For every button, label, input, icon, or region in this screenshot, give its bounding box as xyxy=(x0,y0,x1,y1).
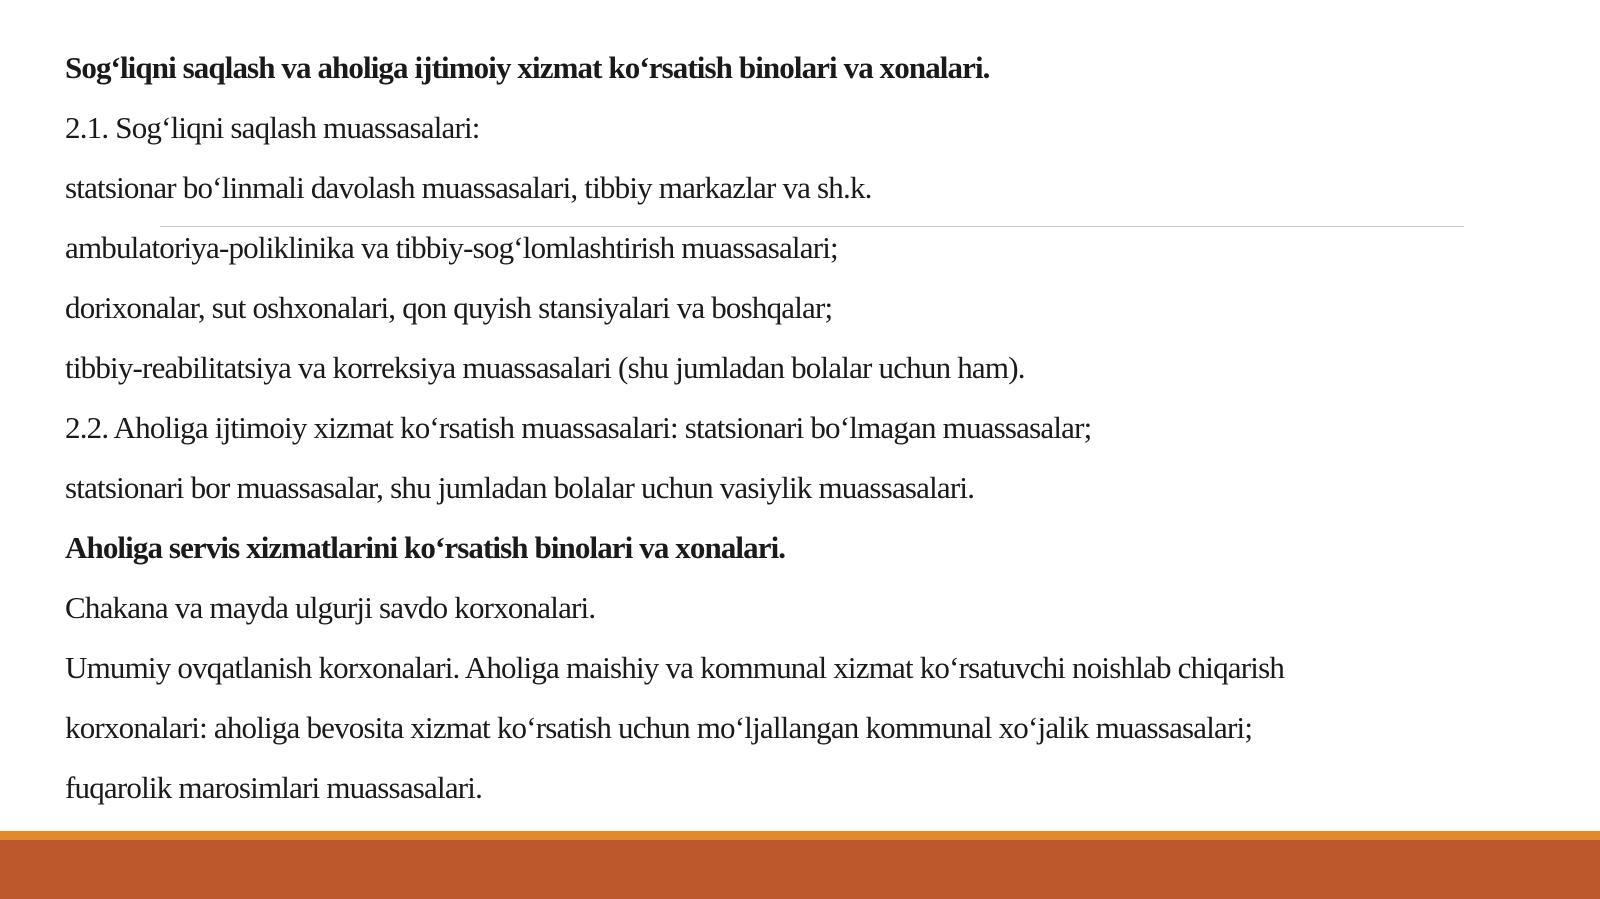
text-line: tibbiy-reabilitatsiya va korreksiya muassasalari (shu jumladan bolalar uchun ham). xyxy=(65,350,1025,385)
text-line: 2.1. Sog‘liqni saqlash muassasalari: xyxy=(65,110,480,145)
text-line: Chakana va mayda ulgurji savdo korxonalari. xyxy=(65,590,596,625)
heading-service-buildings: Aholiga servis xizmatlarini ko‘rsatish binolari va xonalari. xyxy=(65,530,786,565)
text-line: statsionari bor muassasalar, shu jumladan bolalar uchun vasiylik muassasalari. xyxy=(65,470,975,505)
decorative-divider-line xyxy=(160,226,1464,227)
text-line: statsionar bo‘linmali davolash muassasalari, tibbiy markazlar va sh.k. xyxy=(65,170,872,205)
text-line: dorixonalar, sut oshxonalari, qon quyish stansiyalari va boshqalar; xyxy=(65,290,833,325)
slide-text-body xyxy=(65,38,1545,818)
text-line: 2.2. Aholiga ijtimoiy xizmat ko‘rsatish muassasalari: statsionari bo‘lmagan muassasalar; xyxy=(65,410,1092,445)
text-line: ambulatoriya-poliklinika va tibbiy-sog‘lomlashtirish muassasalari; xyxy=(65,230,838,265)
text-line: korxonalari: aholiga bevosita xizmat ko‘rsatish uchun mo‘ljallangan kommunal xo‘jalik muassasalari; xyxy=(65,710,1253,745)
footer-bar xyxy=(0,831,1600,899)
text-line: fuqarolik marosimlari muassasalari. xyxy=(65,770,483,805)
footer-bar-main-stripe xyxy=(0,840,1600,899)
heading-health-social: Sog‘liqni saqlash va aholiga ijtimoiy xizmat ko‘rsatish binolari va xonalari. xyxy=(65,50,990,85)
footer-bar-accent-stripe xyxy=(0,831,1600,840)
text-line: Umumiy ovqatlanish korxonalari. Aholiga maishiy va kommunal xizmat ko‘rsatuvchi noishlab chiqarish xyxy=(65,650,1285,685)
